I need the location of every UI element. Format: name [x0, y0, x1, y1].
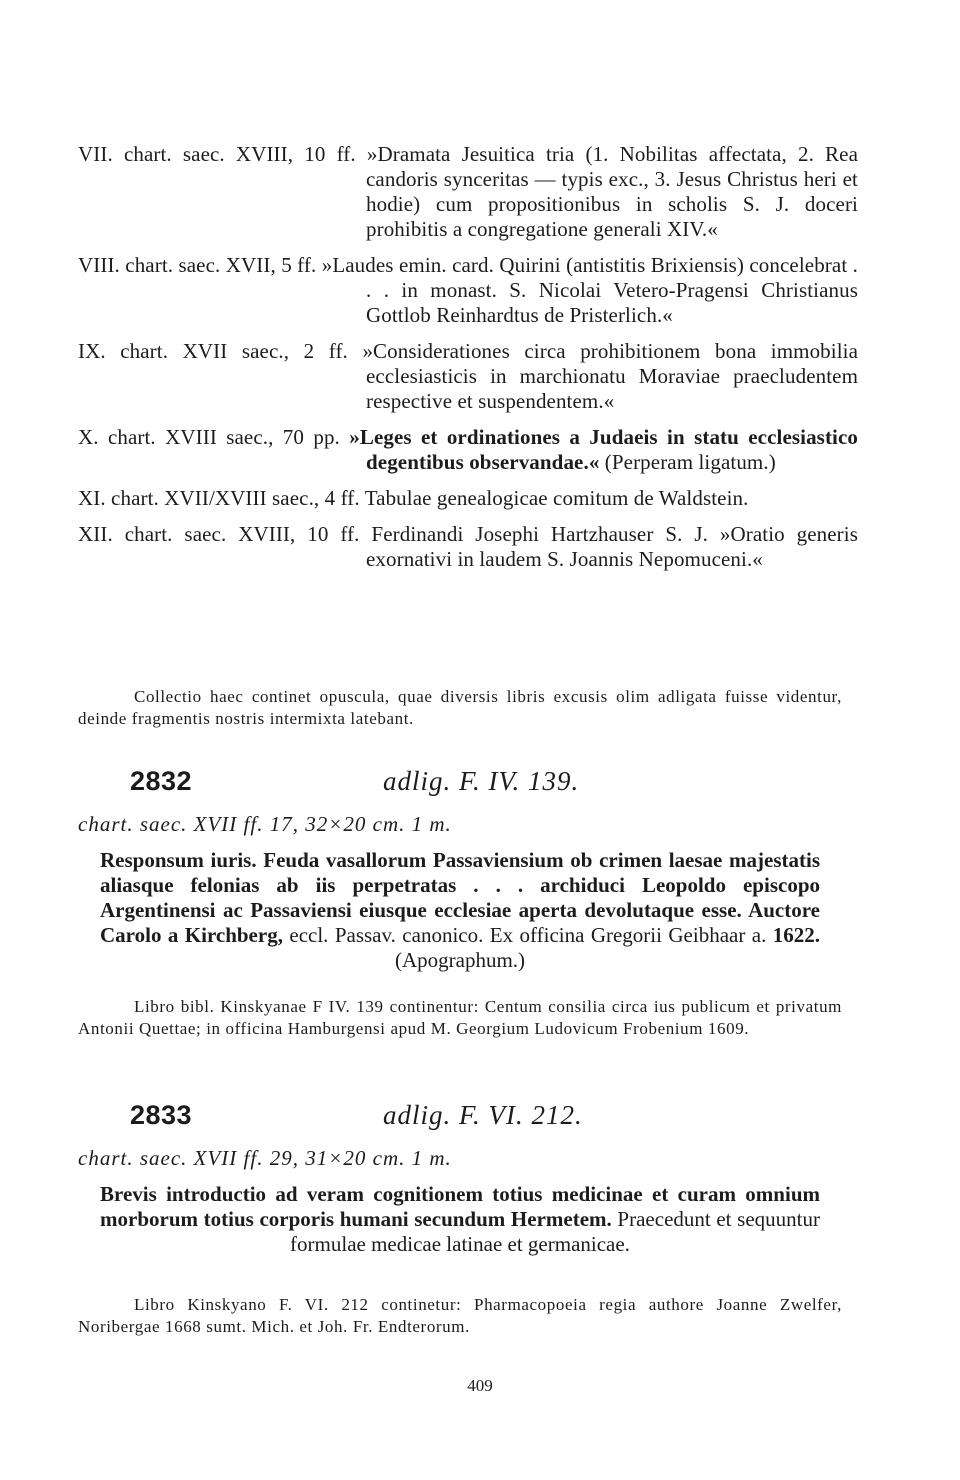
part-text: »Laudes emin. card. Quirini (antistitis Brixiensis) concelebrat . . . in monast. S. Nicolai Vetero-Pragensi Christianus Gottlob Reinhardtus de Pristerlich.« — [321, 253, 858, 327]
title-rest: eccl. Passav. canonico. Ex officina Gregorii Geibhaar a. — [282, 923, 773, 947]
entry-number: 2832 — [130, 766, 193, 796]
entry-number: 2833 — [130, 1100, 193, 1130]
parts-list — [78, 142, 858, 583]
entry-2833-title — [100, 1182, 820, 1257]
part-x — [78, 425, 858, 475]
part-lead: X. chart. XVIII saec., 70 pp. — [78, 425, 350, 449]
part-lead: VII. chart. saec. XVIII, 10 ff. — [78, 142, 367, 166]
part-text: (Perperam ligatum.) — [599, 450, 776, 474]
part-xi — [78, 486, 858, 511]
part-lead: XI. chart. XVII/XVIII saec., 4 ff. — [78, 486, 365, 510]
page-number: 409 — [467, 1376, 493, 1395]
part-ix — [78, 339, 858, 414]
title-bold: Brevis introductio ad veram cognitionem totius medicinae et curam omnium morborum totius corporis humani secundum Hermetem. — [100, 1182, 820, 1231]
part-xii — [78, 522, 858, 572]
part-title-bold: »Leges et ordinationes a Judaeis in statu ecclesiastico degentibus observandae.« — [349, 425, 858, 474]
note-text: Libro Kinskyano F. VI. 212 continetur: Pharmacopoeia regia authore Joanne Zwelfer, Noribergae 1668 sumt. Mich. et Joh. Fr. Endterorum. — [78, 1295, 842, 1336]
title-bold: Responsum iuris. Feuda vasallorum Passaviensium ob crimen laesae majestatis aliasque felonias ab iis perpetratas . . . archiduci Leopoldo episcopo Argentinensi ac Passaviensi eiusque ecclesiae aperta devolutaque esse. Auctore Carolo a Kirchberg, — [100, 848, 820, 947]
part-text: »Dramata Jesuitica tria (1. Nobilitas affectata, 2. Rea candoris syncеritas — typis exc., 3. Jesus Christus heri et hodie) cum propositionibus in scholis S. J. doceri prohibitis a congregatione generali XIV.« — [366, 142, 859, 241]
entry-2832-title — [100, 848, 820, 973]
title-rest: (Apographum.) — [394, 948, 526, 972]
part-lead: XII. chart. saec. XVIII, 10 ff. — [78, 522, 372, 546]
part-text: Tabulae genealogicae comitum de Waldstein. — [364, 486, 749, 510]
part-text: »Considerationes circa prohibitionem bona immobilia ecclesiasticis in marchionatu Moraviae praecludentem respective et suspendentem.« — [362, 339, 858, 413]
entry-signature: adlig. F. VI. 212. — [383, 1100, 583, 1130]
note-text: Libro bibl. Kinskyanae F IV. 139 continentur: Centum consilia circa ius publicum et privatum Antonii Quettae; in officina Hamburgensi apud M. Georgium Ludovicum Frobenium 1609. — [78, 997, 842, 1038]
entry-2832-note — [78, 996, 842, 1040]
entry-2832-description: chart. saec. XVII ff. 17, 32×20 cm. 1 m. — [78, 812, 452, 836]
entry-2832-header — [78, 766, 858, 806]
part-lead: VIII. chart. saec. XVII, 5 ff. — [78, 253, 322, 277]
title-rest: Praecedunt et sequuntur formulae medicae latinae et germanicae. — [290, 1207, 820, 1256]
collection-note — [78, 686, 842, 730]
entry-2833-description: chart. saec. XVII ff. 29, 31×20 cm. 1 m. — [78, 1146, 452, 1170]
part-vii — [78, 142, 858, 242]
title-year: 1622. — [772, 923, 820, 947]
part-viii — [78, 253, 858, 328]
part-text: Ferdinandi Josephi Hartzhauser S. J. »Oratio generis exornativi in laudem S. Joannis Nepomuceni.« — [366, 522, 858, 571]
entry-2833-note — [78, 1294, 842, 1338]
entry-signature: adlig. F. IV. 139. — [383, 766, 580, 796]
part-lead: IX. chart. XVII saec., 2 ff. — [78, 339, 363, 363]
note-text: Collectio haec continet opuscula, quae diversis libris excusis olim adligata fuisse videntur, deinde fragmentis nostris intermixta latebant. — [78, 687, 842, 728]
entry-2833-header — [78, 1100, 858, 1140]
